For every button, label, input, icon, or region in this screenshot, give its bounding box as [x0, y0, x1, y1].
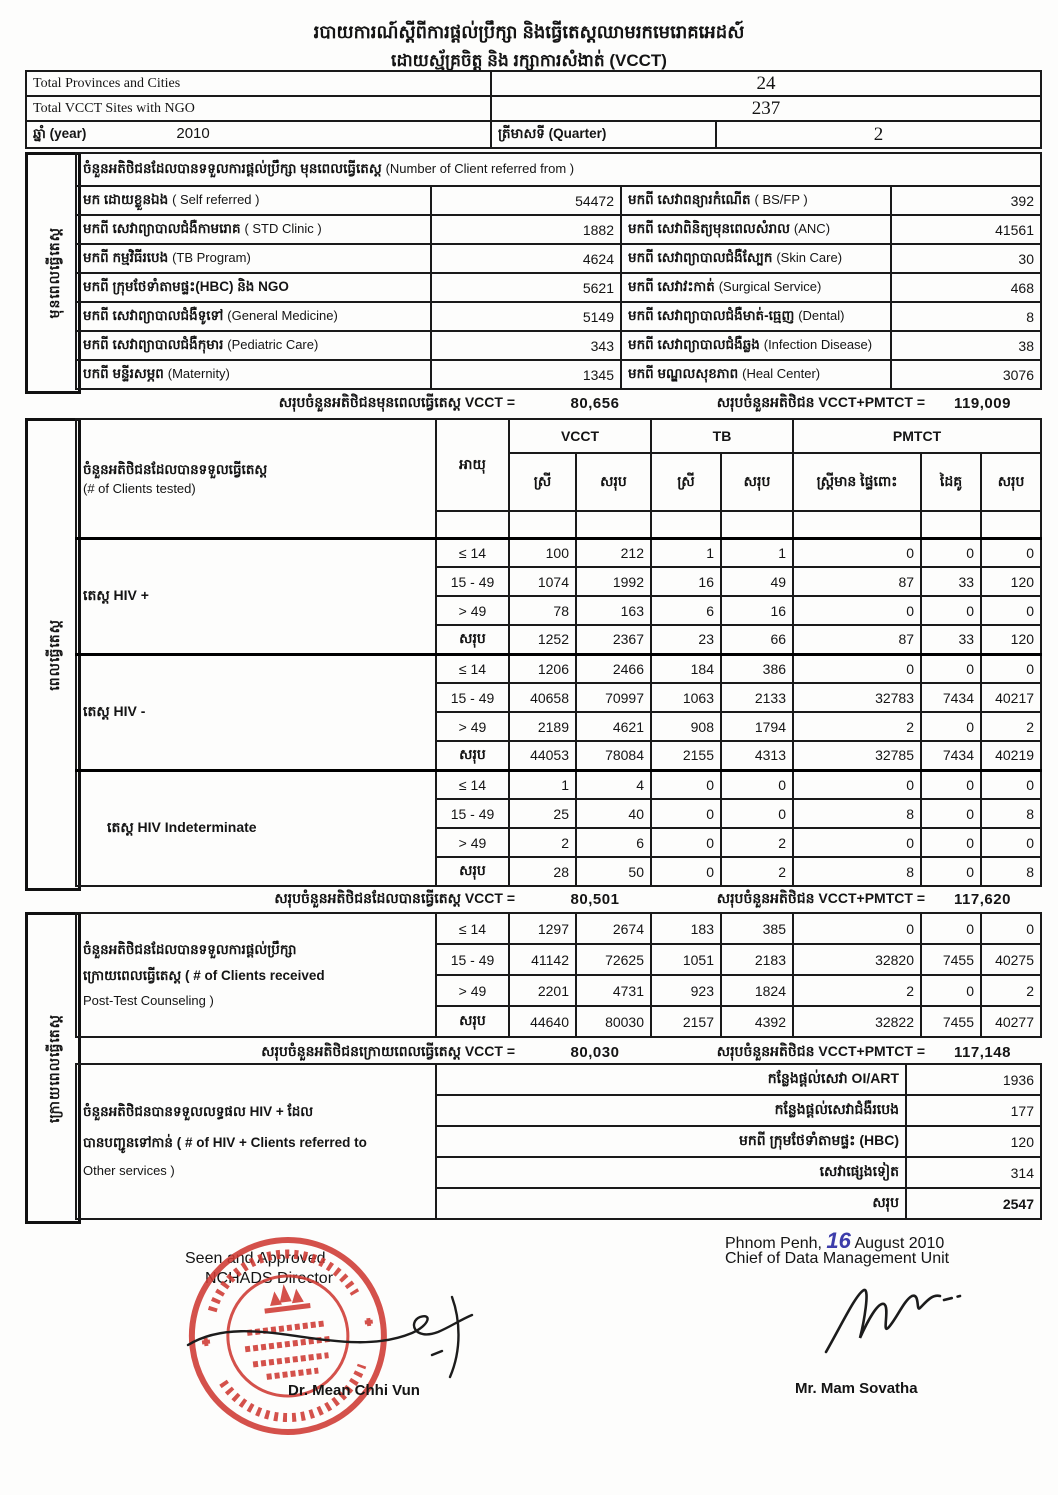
gray-spacer-cell — [436, 511, 509, 538]
pretest-vcct-total: 80,656 — [570, 394, 620, 412]
vcct-female-header: ស្រី — [509, 453, 576, 511]
approval-line2: NCHADS Director — [205, 1270, 334, 1287]
year-label: ឆ្នាំ (year) — [33, 125, 87, 141]
quarter-label: ត្រីមាសទី (Quarter) — [491, 121, 716, 148]
report-title-khmer-line2: ដោយស្ម័គ្រចិត្ត និង រក្សាការសំងាត់ (VCCT) — [391, 51, 667, 70]
posttest-vcct-total: 80,030 — [570, 1043, 620, 1061]
table-row: សេវាផ្សេងទៀត 314 — [76, 1157, 1041, 1188]
totals-header-table — [25, 70, 1040, 149]
pmtct-total-header: សរុប — [981, 453, 1041, 511]
table-row: កន្លែងផ្តល់សេវាជំងឺរបេង 177 — [76, 1095, 1041, 1126]
chief-name: Mr. Mam Sovatha — [795, 1380, 918, 1397]
table-row: សរុប 28 50 0 2 8 0 8 — [76, 857, 1041, 886]
table-row: បកពី មន្ទីរសម្ភព (Maternity) 1345 មកពី មណ្ឌលសុខភាព (Heal Center) 3076 — [76, 360, 1041, 389]
table-row: មកពី ក្រុមថែទាំតាមផ្ទះ(HBC) និង NGO 5621 មកពី សេវាវះកាត់ (Surgical Service) 468 — [76, 273, 1041, 302]
tested-vcct-total: 80,501 — [570, 890, 620, 908]
table-row: 15 - 49 40658 70997 1063 2133 32783 7434 40217 — [76, 683, 1041, 712]
age-column-header: អាយុ — [436, 419, 509, 511]
posttest-label: ចំនួនអតិថិជនដែលបានទទួលការផ្តល់ប្រឹក្សា ក្រោយពេលធ្វើតេស្ត ( # of Clients received Post-Test Counseling ) — [76, 913, 436, 1037]
director-signature — [180, 1285, 500, 1385]
tb-group-header: TB — [651, 419, 793, 453]
table-row: > 49 2189 4621 908 1794 2 0 2 — [76, 712, 1041, 741]
posttest-vcct-pmtct-total: 117,148 — [954, 1043, 1011, 1061]
table-row: សរុប 44640 80030 2157 4392 32822 7455 40277 — [76, 1006, 1041, 1037]
hiv-indeterminate-group-label: តេស្ត HIV Indeterminate — [76, 770, 436, 886]
hiv-negative-group-label: តេស្ត HIV - — [76, 654, 436, 770]
referred-out-table — [75, 1063, 1040, 1220]
table-row: ចំនួនអតិថិជនបានទទួលលទ្ធផល HIV + ដែល បានបញ្ជូនទៅកាន់ ( # of HIV + Clients referred to Other services ) កន្លែងផ្តល់សេវា OI/ART 1936 — [76, 1064, 1041, 1095]
quarter-value: 2 — [716, 121, 1041, 148]
table-row: តេស្ត HIV + ≤ 14 100 212 1 1 0 0 0 — [76, 538, 1041, 567]
total-provinces-label: Total Provinces and Cities — [26, 71, 491, 96]
clients-tested-table — [75, 418, 1040, 887]
vcct-total-header: សរុប — [576, 453, 651, 511]
table-row: មក ដោយខ្លួនឯង ( Self referred ) 54472 មកពី សេវាពន្យារកំណើត ( BS/FP ) 392 — [76, 186, 1041, 215]
table-row: ចំនួនអតិថិជនដែលបានទទួលការផ្តល់ប្រឹក្សា ក្រោយពេលធ្វើតេស្ត ( # of Clients received Post-Test Counseling ) ≤ 14 1297 2674 183 385 0 0 0 — [76, 913, 1041, 944]
chief-signature — [820, 1278, 980, 1358]
director-name: Dr. Mean Chhi Vun — [288, 1382, 420, 1399]
year-cell — [26, 121, 491, 148]
table-row: មកពី កម្មវិធីរបេង (TB Program) 4624 មកពី សេវាព្យាបាលជំងឺស្បែក (Skin Care) 30 — [76, 244, 1041, 273]
table-row: សរុប 44053 78084 2155 4313 32785 7434 40219 — [76, 741, 1041, 770]
table-row: មកពី សេវាព្យាបាលជំងឺកាមរោគ ( STD Clinic ) 1882 មកពី សេវាពិនិត្យមុនពេលសំរាល (ANC) 41561 — [76, 215, 1041, 244]
tested-side-label: ពេលធ្វើតេស្ត — [45, 618, 62, 691]
year-value: 2010 — [176, 124, 210, 142]
tb-female-header: ស្រី — [651, 453, 721, 511]
approval-line1: Seen and Approved — [185, 1250, 326, 1267]
table-row: មកពី ក្រុមថែទាំតាមផ្ទះ (HBC) 120 — [76, 1126, 1041, 1157]
table-row: > 49 78 163 6 16 0 0 0 — [76, 596, 1041, 625]
pretest-summary-line: សរុបចំនួនអតិថិជនមុនពេលធ្វើតេស្ត VCCT = 80,656 សរុបចំនួនអតិថិជន VCCT+PMTCT = 119,009 — [75, 390, 1040, 416]
table-row: មកពី សេវាព្យាបាលជំងឺទូទៅ (General Medicine) 5149 មកពី សេវាព្យាបាលជំងឺមាត់-ធ្មេញ (Dental) 8 — [76, 302, 1041, 331]
pmtct-group-header: PMTCT — [793, 419, 1041, 453]
tested-side-strip — [25, 418, 81, 891]
table-row: 15 - 49 1074 1992 16 49 87 33 120 — [76, 567, 1041, 596]
tested-summary-line: សរុបចំនួនអតិថិជនដែលបានធ្វើតេស្ត VCCT = 80,501 សរុបចំនួនអតិថិជន VCCT+PMTCT = 117,620 — [75, 886, 1040, 912]
hiv-positive-group-label: តេស្ត HIV + — [76, 538, 436, 654]
table-row: សរុប 2547 — [76, 1188, 1041, 1219]
pretest-vcct-pmtct-total: 119,009 — [954, 394, 1011, 412]
pretest-side-strip — [25, 152, 81, 394]
tested-corner-label: ចំនួនអតិថិជនដែលបានទទួលធ្វើតេស្ត (# of Clients tested) — [76, 419, 436, 538]
table-row: > 49 2 6 0 2 0 0 0 — [76, 828, 1041, 857]
pmtct-partner-header: ដៃគូ — [921, 453, 981, 511]
tb-total-header: សរុប — [721, 453, 793, 511]
referred-from-table — [75, 152, 1040, 390]
table-row: សរុប 1252 2367 23 66 87 33 120 — [76, 625, 1041, 654]
table-row: តេស្ត HIV - ≤ 14 1206 2466 184 386 0 0 0 — [76, 654, 1041, 683]
date-line: Phnom Penh, 16 August 2010 — [725, 1228, 945, 1253]
total-sites-value: 237 — [491, 96, 1041, 121]
total-provinces-value: 24 — [491, 71, 1041, 96]
table-row: 15 - 49 25 40 0 0 8 0 8 — [76, 799, 1041, 828]
table-row: > 49 2201 4731 923 1824 2 0 2 — [76, 975, 1041, 1006]
report-title-khmer-line1: របាយការណ៍ស្តីពីការផ្តល់ប្រឹក្សា និងធ្វើតេស្តឈាមរកមេរោគអេដស៍ — [313, 22, 745, 42]
tested-vcct-pmtct-total: 117,620 — [954, 890, 1011, 908]
posttest-summary-line: សរុបចំនួនអតិថិជនក្រោយពេលធ្វើតេស្ត VCCT = 80,030 សរុបចំនួនអតិថិជន VCCT+PMTCT = 117,148 — [75, 1040, 1040, 1064]
pmtct-pregnant-header: ស្ត្រីមាន ផ្ទៃពោះ — [793, 453, 921, 511]
table-row: មកពី សេវាព្យាបាលជំងឺកុមារ (Pediatric Care) 343 មកពី សេវាព្យាបាលជំងឺឆ្លង (Infection Disease) 38 — [76, 331, 1041, 360]
table-row: 15 - 49 41142 72625 1051 2183 32820 7455 40275 — [76, 944, 1041, 975]
referred-out-label: ចំនួនអតិថិជនបានទទួលលទ្ធផល HIV + ដែល បានបញ្ជូនទៅកាន់ ( # of HIV + Clients referred to Other services ) — [76, 1064, 436, 1219]
posttest-counseling-table — [75, 912, 1040, 1038]
referred-from-header: ចំនួនអតិថិជនដែលបានទទួលការផ្តល់ប្រឹក្សា មុនពេលធ្វើតេស្ត (Number of Client referred from ) — [76, 153, 1041, 186]
vcct-group-header: VCCT — [509, 419, 651, 453]
handwritten-day: 16 — [826, 1228, 851, 1253]
table-row: តេស្ត HIV Indeterminate ≤ 14 1 4 0 0 0 0 0 — [76, 770, 1041, 799]
pretest-side-label: មុនពេលធ្វើតេស្ត — [45, 227, 62, 319]
posttest-side-strip — [25, 912, 81, 1224]
total-sites-label: Total VCCT Sites with NGO — [26, 96, 491, 121]
chief-title: Chief of Data Management Unit — [725, 1250, 950, 1267]
posttest-side-label: ក្រោយពេលធ្វើតេស្ត — [45, 1013, 62, 1123]
